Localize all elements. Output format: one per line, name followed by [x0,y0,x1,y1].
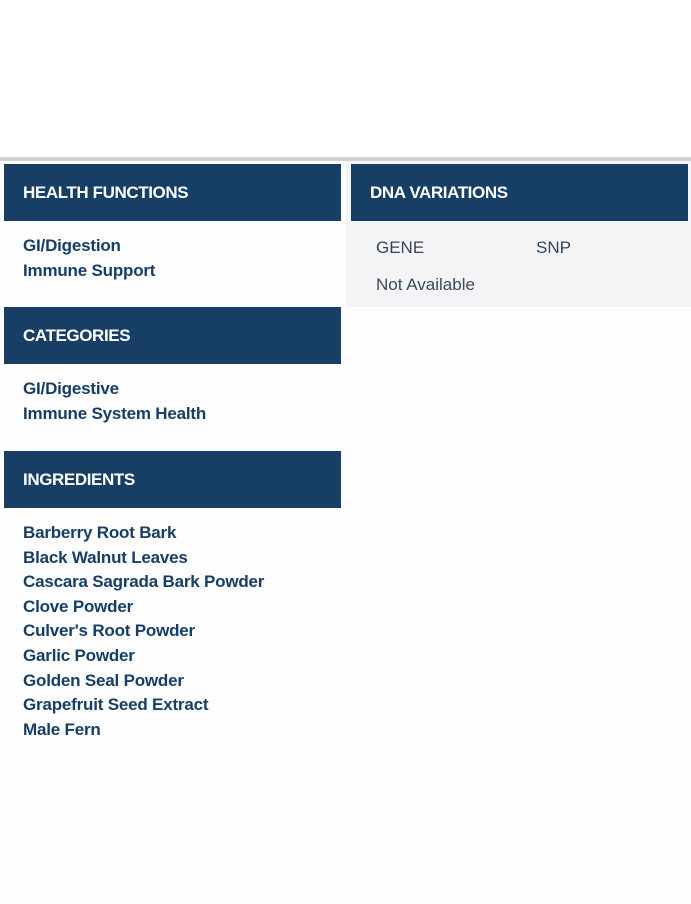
ingredient-link[interactable]: Male Fern [23,719,101,739]
dna-variations-title: DNA VARIATIONS [370,182,508,202]
ingredient-link[interactable]: Garlic Powder [23,645,135,665]
health-functions-list [4,221,341,307]
health-function-link[interactable]: GI/Digestion [23,236,121,255]
dna-variations-header [351,164,688,221]
categories-title: CATEGORIES [23,325,131,345]
category-link[interactable]: GI/Digestive [23,379,119,398]
health-function-link[interactable]: Immune Support [23,260,156,280]
health-functions-title: HEALTH FUNCTIONS [23,182,189,202]
ingredient-link[interactable]: Clove Powder [23,596,134,616]
ingredient-link[interactable]: Golden Seal Powder [23,670,184,690]
dna-variations-panel [346,161,691,307]
ingredients-header [4,451,341,508]
top-blank-area [0,0,691,157]
categories-header [4,307,341,364]
ingredient-link[interactable]: Barberry Root Bark [23,523,177,542]
ingredient-link[interactable]: Culver's Root Powder [23,621,195,641]
ingredients-list [4,508,341,742]
snp-column-header: SNP [536,238,571,257]
dna-table-header-row [376,235,691,261]
ingredient-link[interactable]: Black Walnut Leaves [23,547,188,567]
ingredient-link[interactable]: Grapefruit Seed Extract [23,695,209,715]
ingredient-link[interactable]: Cascara Sagrada Bark Powder [23,572,265,592]
dna-variations-table [376,235,691,295]
gene-column-header: GENE [376,238,425,257]
categories-list [4,364,341,451]
category-link[interactable]: Immune System Health [23,403,207,423]
health-functions-header [4,164,341,221]
left-column [4,164,341,742]
ingredients-title: INGREDIENTS [23,469,135,489]
dna-empty-message: Not Available [376,275,475,294]
